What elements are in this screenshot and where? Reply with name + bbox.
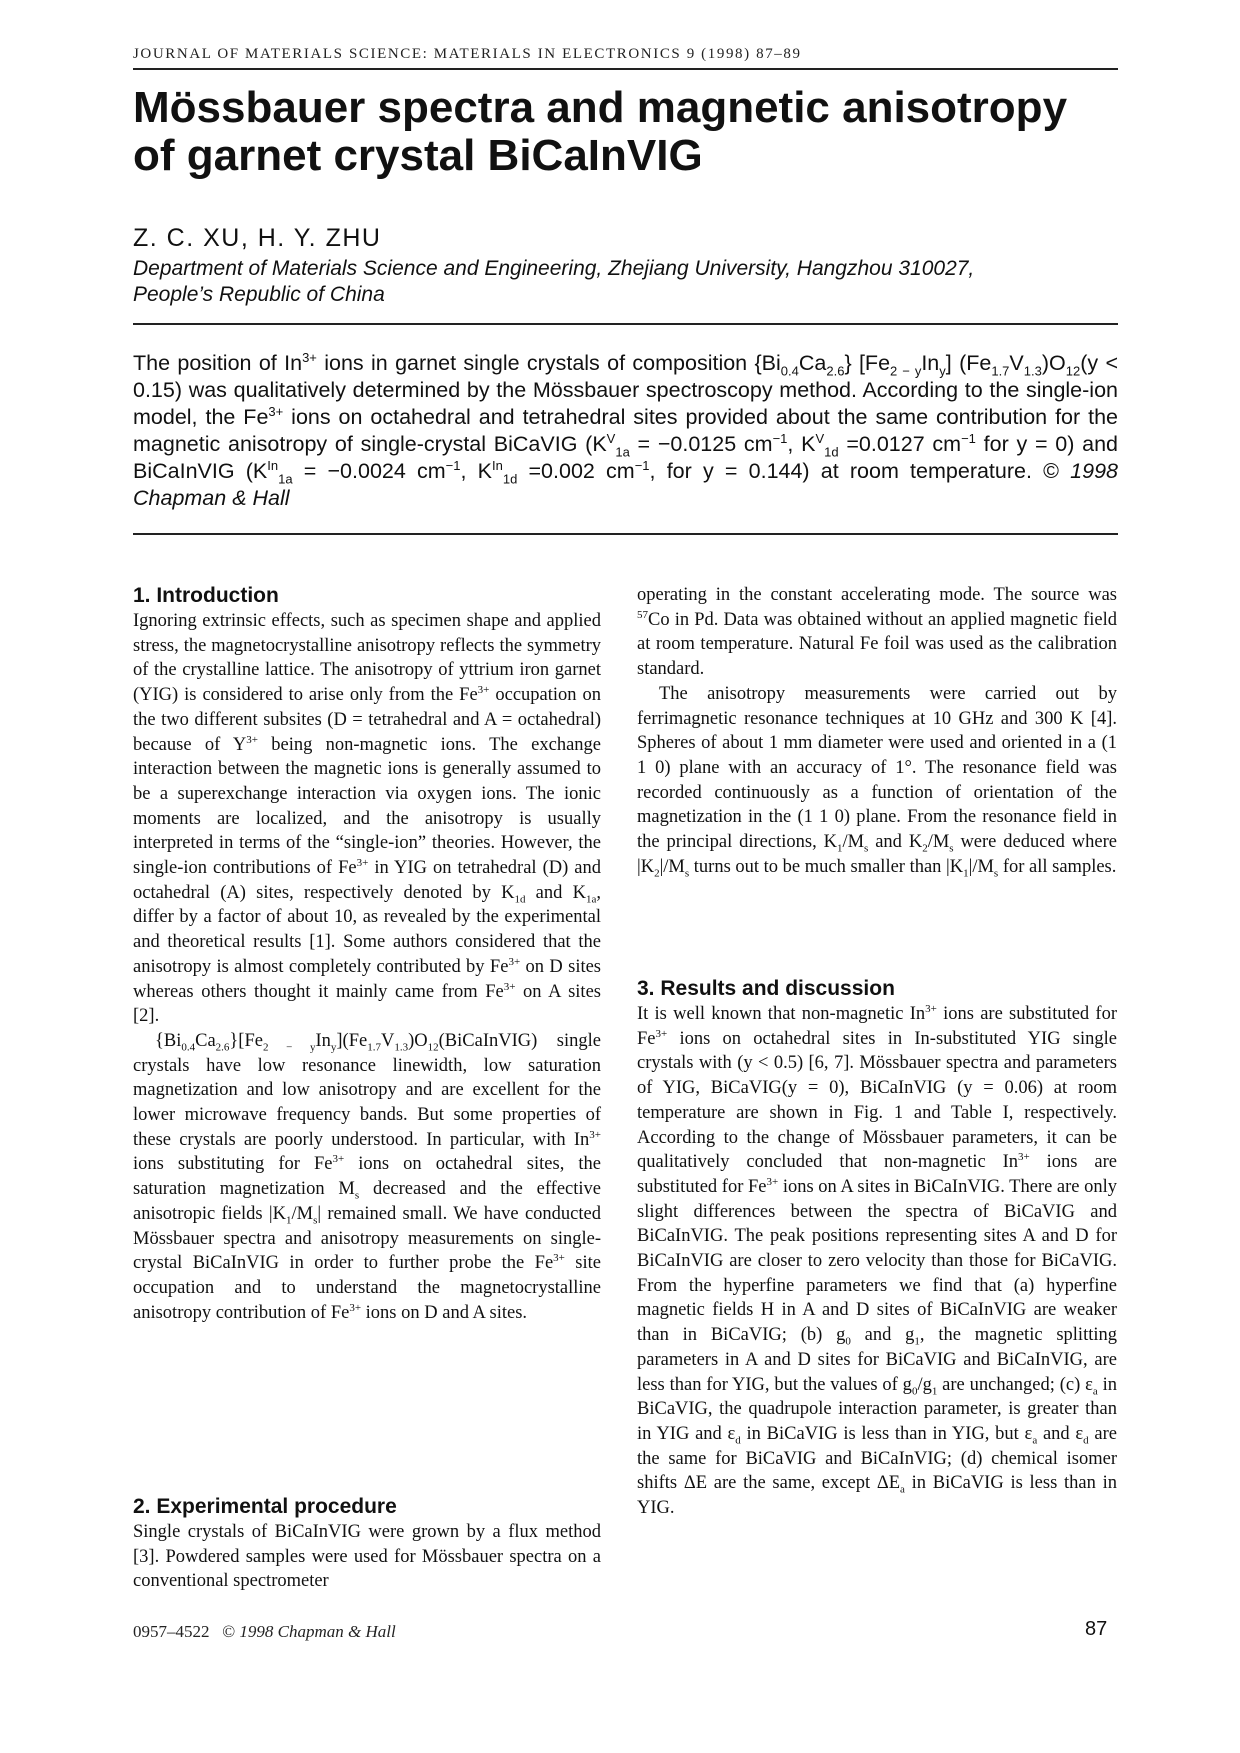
results-paragraph: It is well known that non-magnetic $In^{3+}$ ions are substituted for $Fe^{3+}$ ions on octahedral sites in In-substituted YIG single crystals with (y < 0.5) [6, 7]. Mössbauer spectra and parameters of YIG, BiCaVIG(y = 0), BiCaInVIG (y = 0.06) at room temperature are shown in Fig. 1 and Table I, respectively. According to the change of Mössbauer parameters, it can be qualitatively concluded that non-magnetic $In^{3+}$ ions are substituted for $Fe^{3+}$ ions on A sites in BiCaInVIG. There are only slight differences between the spectra of BiCaVIG and BiCaInVIG. The peak positions representing sites A and D for BiCaInVIG are closer to zero velocity than those for BiCaVIG. From the hyperfine parameters we find that (a) hyperfine magnetic fields H in A and D sites of BiCaInVIG are weaker than in BiCaVIG; (b) $g_0$ and $g_1$, the magnetic splitting parameters in A and D sites for BiCaVIG and BiCaInVIG, are less than for YIG, but the values of $g_0/g_1$ are unchanged; (c) $\varepsilon_a$ in BiCaVIG, the quadrupole interaction parameter, is greater than in YIG and $\varepsilon_d$ in BiCaVIG is less than in YIG, but $\varepsilon_a$ and $\varepsilon_d$ are the same for BiCaVIG and BiCaInVIG; (d) chemical isomer shifts ΔE are the same, except $\Delta E_a$ in BiCaVIG is less than in YIG. — [637, 1002, 1118, 1519]
abstract-top-rule — [133, 323, 1118, 325]
affiliation-line-2: People’s Republic of China — [133, 283, 385, 306]
experimental-section — [133, 1494, 601, 1594]
experimental-paragraph: Single crystals of BiCaInVIG were grown by a flux method [3]. Powdered samples were used for Mössbauer spectra on a conventional spectrometer — [133, 1522, 601, 1592]
abstract-copyright: 1998 Chapman & Hall — [133, 459, 1119, 510]
anisotropy-paragraph: The anisotropy measurements were carried out by ferrimagnetic resonance techniques at 10 GHz and 300 K [4]. Spheres of about 1 mm diameter were used and oriented in a (1 1 0) plane with an accuracy of 1°. The resonance field was recorded continuously as a function of orientation of the magnetization in the (1 1 0) plane. From the resonance field in the principal directions, $K_1/M_s$ and $K_2/M_s$ were deduced where $|K_2|/M_s$ turns out to be much smaller than $|K_1|/M_s$ for all samples. — [637, 683, 1117, 880]
copyright-symbol: © — [222, 1622, 236, 1641]
footer-issn: 0957–4522 © 1998 Chapman & Hall — [133, 1622, 396, 1641]
section-heading-experimental: 2. Experimental procedure — [133, 1495, 397, 1518]
section-heading-introduction: 1. Introduction — [133, 584, 279, 607]
abstract-bottom-rule — [133, 533, 1118, 535]
header-rule — [133, 68, 1118, 70]
title-line-2: of garnet crystal BiCaInVIG — [133, 131, 703, 180]
section-heading-results: 3. Results and discussion — [637, 977, 895, 1000]
intro-paragraph-2: $\{Bi_{0.4}Ca_{2.6}\}[Fe_{2 - y}In_y](Fe_{1.7}V_{1.3})O_{12}(BiCaInVIG)$ single crystals have low resonance linewidth, low saturation magnetization and low anisotropy and are excellent for the lower microwave frequency bands. But some properties of these crystals are poorly understood. In particular, with $In^{3+}$ ions substituting for $Fe^{3+}$ ions on octahedral sites, the saturation magnetization $M_s$ decreased and the effective anisotropic fields $|K_1/M_s|$ remained small. We have conducted Mössbauer spectra and anisotropy measurements on single-crystal BiCaInVIG in order to further probe the $Fe^{3+}$ site occupation and to understand the magnetocrystalline anisotropy contribution of $Fe^{3+}$ ions on D and A sites. — [133, 1030, 601, 1323]
affiliation — [133, 256, 1118, 308]
intro-paragraph-1: Ignoring extrinsic effects, such as specimen shape and applied stress, the magnetocrystalline anisotropy reflects the symmetry of the crystalline lattice. The anisotropy of yttrium iron garnet (YIG) is considered to arise only from the $Fe^{3+}$ occupation on the two different subsites (D = tetrahedral and A = octahedral) because of $Y^{3+}$ being non-magnetic ions. The exchange interaction between the magnetic ions is generally assumed to be a superexchange interaction via oxygen ions. The ionic moments are localized, and the anisotropy is usually interpreted in terms of the “single-ion” theories. However, the single-ion contributions of $Fe^{3+}$ in YIG on tetrahedral (D) and octahedral (A) sites, respectively denoted by $K_{1d}$ and $K_{1a}$, differ by a factor of about 10, as revealed by the experimental and theoretical results [1]. Some authors considered that the anisotropy is almost completely contributed by $Fe^{3+}$ on D sites whereas others thought it mainly came from $Fe^{3+}$ on A sites [2]. — [133, 611, 602, 1027]
authors: Z. C. XU, H. Y. ZHU — [133, 224, 382, 252]
footer-publisher: 1998 Chapman & Hall — [239, 1622, 396, 1641]
article-title — [133, 84, 1118, 180]
experimental-continued-paragraph: operating in the constant accelerating mode. The source was $^{57}$Co in Pd. Data was obtained without an applied magnetic field at room temperature. Natural Fe foil was used as the calibration standard. — [637, 585, 1117, 680]
journal-header: JOURNAL OF MATERIALS SCIENCE: MATERIALS IN ELECTRONICS 9 (1998) 87–89 — [133, 46, 802, 62]
right-column-top — [637, 583, 1117, 879]
abstract: The position of $In^{3+}$ ions in garnet single crystals of composition $\{Bi_{0.4}Ca_{2.6}\}$ $[Fe_{2 - y}In_y] (Fe_{1.7}V_{1.3})O_{12}(y < 0.15)$ was qualitatively determined by the Mössbauer spectroscopy method. According to the single-ion model, the $Fe^{3+}$ ions on octahedral and tetrahedral sites provided about the same contribution for the magnetic anisotropy of single-crystal BiCaVIG ($K^V_{1a} = -0.0125$ $cm^{-1}$, $K^V_{1d} =0.0127$ $cm^{-1}$ for y = 0) and BiCaInVIG ($K^{In}_{1a} = -0.0024$ $cm^{-1}$, $K^{In}_{1d} =0.002$ $cm^{-1}$, for y = 0.144) at room temperature. © 1998 Chapman & Hall — [133, 349, 1119, 510]
results-section — [637, 976, 1117, 1521]
left-column — [133, 583, 601, 1325]
affiliation-line-1: Department of Materials Science and Engineering, Zhejiang University, Hangzhou 310027, — [133, 257, 975, 280]
title-line-1: Mössbauer spectra and magnetic anisotropy — [133, 83, 1068, 132]
page-number: 87 — [1085, 1618, 1108, 1640]
